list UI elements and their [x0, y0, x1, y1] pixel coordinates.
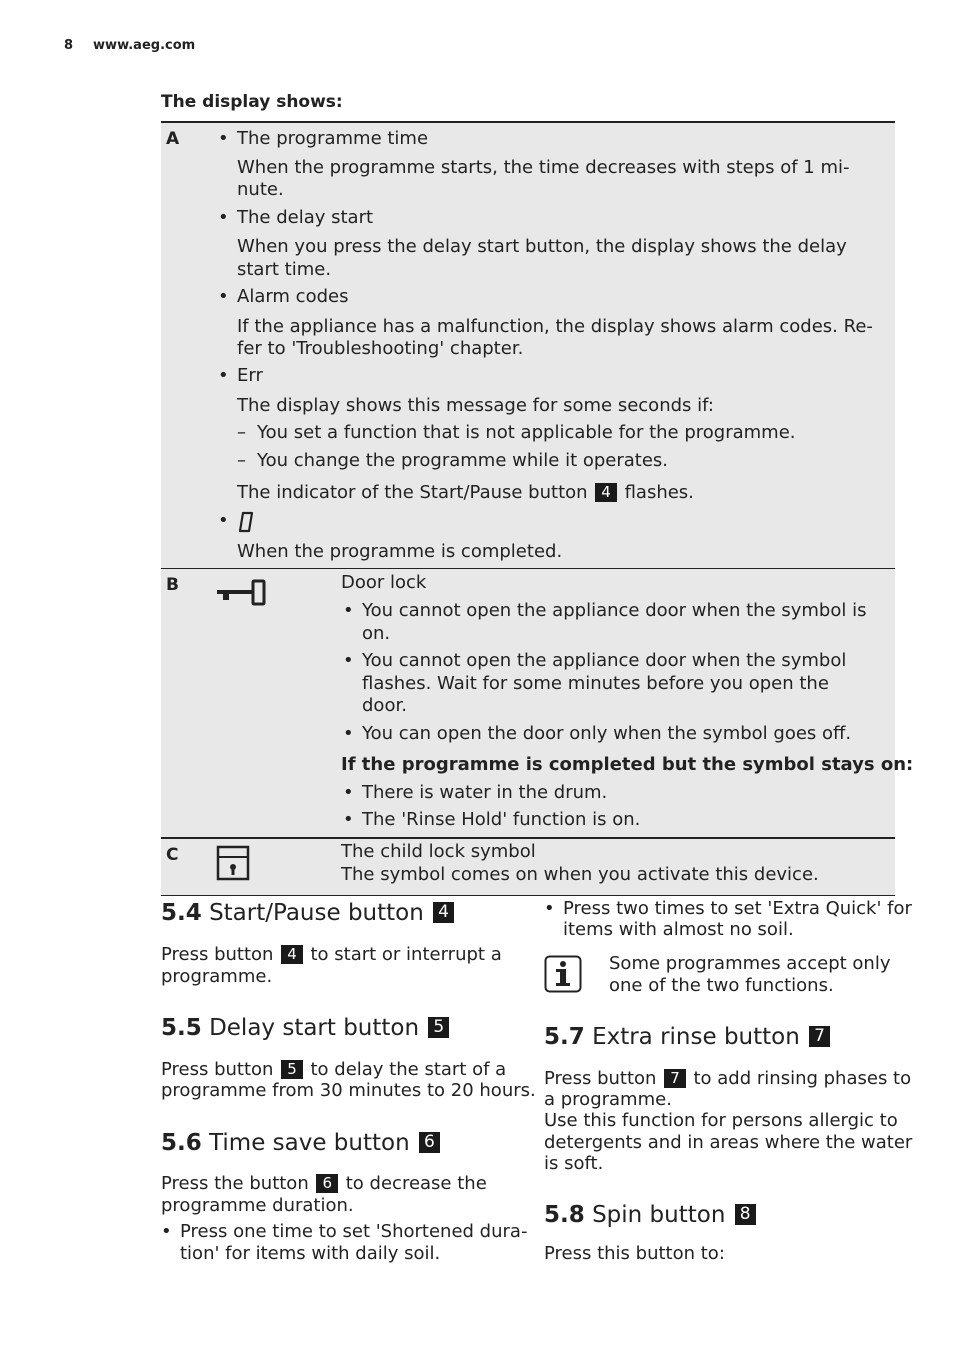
s55-paragraph-line-2: programme from 30 minutes to 20 hours.: [161, 1080, 536, 1101]
s55-paragraph-line-1: [161, 1059, 506, 1081]
button-number-badge: 6: [419, 1132, 440, 1153]
s54-paragraph-line-1: [161, 944, 502, 966]
s56-paragraph-line-1: [161, 1173, 487, 1195]
s56-bullet-line-2: tion' for items with daily soil.: [180, 1243, 441, 1264]
bullet-programme-time: • The programme time: [237, 128, 428, 150]
s57-paragraph-line-1: [544, 1068, 911, 1090]
info-icon: [544, 955, 582, 993]
button-number-badge: 5: [428, 1017, 449, 1038]
s57-paragraph-line-3: Use this function for persons allergic to: [544, 1110, 898, 1131]
button-number-badge: 4: [595, 483, 617, 502]
s57-paragraph-line-5: is soft.: [544, 1153, 604, 1174]
heading-5-7: [544, 1023, 832, 1051]
heading-title: Start/Pause button: [209, 900, 424, 926]
button-number-badge: 4: [281, 945, 303, 964]
completed-text: When the programme is completed.: [237, 541, 563, 562]
child-lock-description: The symbol comes on when you activate this device.: [341, 864, 819, 885]
text: to add rinsing phases to: [693, 1068, 912, 1089]
delay-start-text-2: start time.: [237, 259, 332, 280]
zero-display-icon: [237, 510, 257, 534]
door-lock-bullet-2-line-3: door.: [362, 695, 407, 716]
info-note-line-2: one of the two functions.: [609, 975, 834, 996]
page-header: [64, 38, 195, 53]
table-row-a: [161, 121, 895, 570]
text: to delay the start of a: [310, 1059, 507, 1080]
door-lock-icon: [215, 579, 267, 607]
heading-5-5: [161, 1014, 451, 1042]
text: Press button: [161, 1059, 274, 1080]
child-lock-title: The child lock symbol: [341, 841, 536, 862]
button-number-badge: 7: [809, 1026, 830, 1047]
row-letter-b: B: [166, 575, 179, 595]
indicator-text-pre: The indicator of the Start/Pause button: [237, 482, 588, 503]
info-note-line-1: Some programmes accept only: [609, 953, 891, 974]
heading-5-8: [544, 1201, 758, 1229]
child-lock-icon: [216, 845, 250, 881]
button-number-badge: 6: [316, 1174, 338, 1193]
bullet-zero-display: [237, 510, 261, 534]
button-number-badge: 7: [664, 1069, 686, 1088]
table-row-c: [161, 837, 895, 896]
text: to start or interrupt a: [310, 944, 502, 965]
heading-title: Time save button: [209, 1130, 410, 1156]
programme-time-text-2: nute.: [237, 179, 284, 200]
indicator-text-post: flashes.: [624, 482, 694, 503]
door-lock-bold-line: If the programme is completed but the symbol stays on:: [341, 754, 914, 775]
s54-paragraph-line-2: programme.: [161, 966, 273, 987]
button-number-badge: 4: [433, 902, 454, 923]
programme-time-text-1: When the programme starts, the time decreases with steps of 1 mi-: [237, 157, 850, 178]
text: Press button: [161, 944, 274, 965]
page-number: 8: [64, 38, 74, 53]
display-title: The display shows:: [161, 92, 343, 112]
door-lock-bullet-4: • There is water in the drum.: [362, 782, 607, 804]
s58-paragraph: Press this button to:: [544, 1243, 725, 1264]
err-condition-1: – You set a function that is not applicable for the programme.: [257, 422, 796, 444]
s56-paragraph-line-2: programme duration.: [161, 1195, 354, 1216]
door-lock-bullet-1-line-1: • You cannot open the appliance door when the symbol is: [362, 600, 866, 622]
indicator-line: [237, 482, 694, 504]
door-lock-title: Door lock: [341, 572, 427, 593]
bullet-alarm-codes: • Alarm codes: [237, 286, 348, 308]
heading-title: Delay start button: [209, 1015, 420, 1041]
door-lock-bullet-2-line-1: • You cannot open the appliance door when the symbol: [362, 650, 846, 672]
bullet-delay-start: • The delay start: [237, 207, 373, 229]
s57-paragraph-line-4: detergents and in areas where the water: [544, 1132, 913, 1153]
button-number-badge: 5: [281, 1060, 303, 1079]
header-url[interactable]: www.aeg.com: [93, 38, 196, 53]
err-condition-2: – You change the programme while it operates.: [257, 450, 668, 472]
heading-number: 5.5: [161, 1015, 202, 1041]
heading-number: 5.6: [161, 1130, 202, 1156]
door-lock-bullet-5: • The 'Rinse Hold' function is on.: [362, 809, 640, 831]
heading-5-6: [161, 1129, 442, 1157]
heading-title: Spin button: [592, 1202, 726, 1228]
delay-start-text-1: When you press the delay start button, the display shows the delay: [237, 236, 847, 257]
row-letter-c: C: [166, 845, 179, 865]
extra-quick-bullet-line-2: items with almost no soil.: [563, 919, 794, 940]
row-letter-a: A: [166, 129, 180, 149]
alarm-codes-text-2: fer to 'Troubleshooting' chapter.: [237, 338, 524, 359]
s56-bullet-line-1: • Press one time to set 'Shortened dura-: [180, 1221, 527, 1243]
door-lock-bullet-1-line-2: on.: [362, 623, 391, 644]
text: Press the button: [161, 1173, 309, 1194]
heading-number: 5.8: [544, 1202, 585, 1228]
extra-quick-bullet-line-1: • Press two times to set 'Extra Quick' for: [563, 898, 912, 920]
err-text: The display shows this message for some seconds if:: [237, 395, 714, 416]
alarm-codes-text-1: If the appliance has a malfunction, the display shows alarm codes. Re-: [237, 316, 873, 337]
heading-title: Extra rinse button: [592, 1024, 800, 1050]
bullet-err: • Err: [237, 365, 263, 387]
door-lock-bullet-3: • You can open the door only when the symbol goes off.: [362, 723, 851, 745]
button-number-badge: 8: [735, 1204, 756, 1225]
text: to decrease the: [345, 1173, 487, 1194]
text: Press button: [544, 1068, 657, 1089]
door-lock-bullet-2-line-2: flashes. Wait for some minutes before you open the: [362, 673, 829, 694]
heading-number: 5.4: [161, 900, 202, 926]
s57-paragraph-line-2: a programme.: [544, 1089, 672, 1110]
table-row-b: [161, 568, 914, 838]
heading-5-4: [161, 899, 456, 927]
heading-number: 5.7: [544, 1024, 585, 1050]
